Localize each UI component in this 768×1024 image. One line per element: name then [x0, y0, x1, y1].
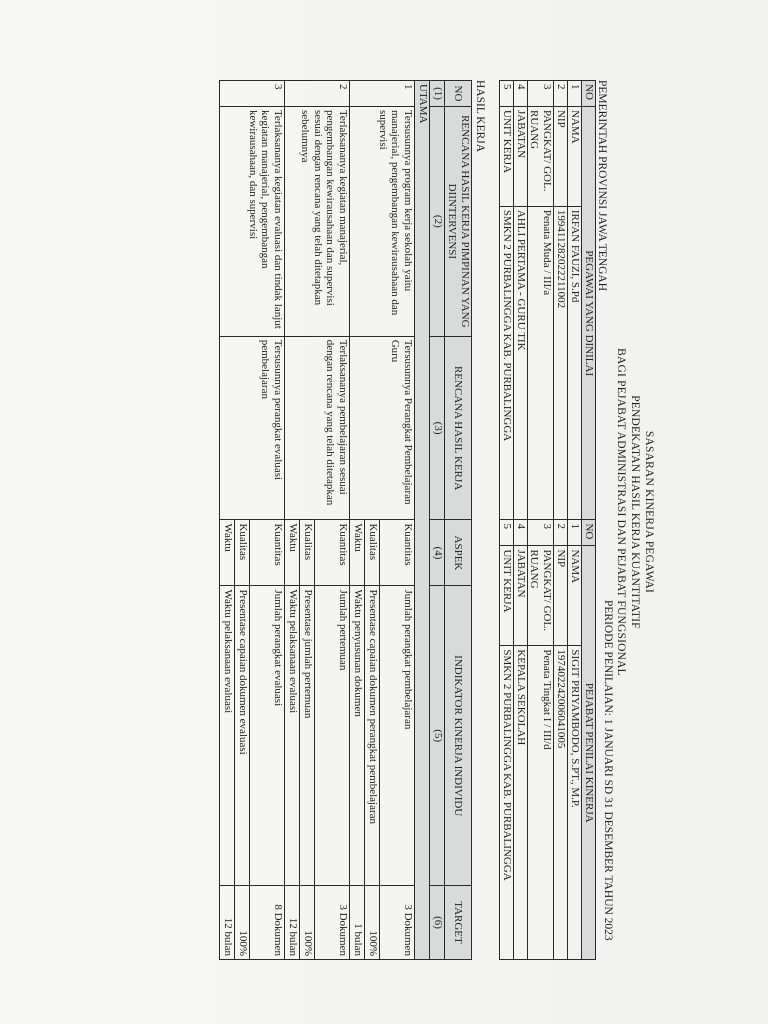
target-cell: 1 bulan: [350, 886, 365, 960]
table-row: [380, 81, 415, 960]
section-row: [415, 81, 430, 960]
table-row: [250, 81, 285, 960]
target-cell: 12 bulan: [285, 886, 300, 960]
aspect-cell: Kualitas: [300, 520, 315, 586]
col-number: (3): [430, 336, 445, 520]
field-label: JABATAN: [513, 106, 527, 206]
employee-row: [568, 81, 582, 960]
col-indicator: INDIKATOR KINERJA INDIVIDU: [445, 586, 472, 886]
plan-cell: Terlaksananya pembelajaran sesuai dengan rencana yang telah ditetapkan: [285, 336, 350, 520]
aspect-cell: Kuantitas: [380, 520, 415, 586]
assessor-value: SMKN 2 PURBALINGGA KAB. PURBALINGGA: [499, 646, 513, 960]
section-label: UTAMA: [415, 81, 430, 960]
col-aspect: ASPEK: [445, 520, 472, 586]
row-no: 2: [554, 81, 568, 107]
no-header: NO: [582, 81, 596, 107]
col-no: NO: [445, 81, 472, 107]
leader-plan-cell: Terlaksananya kegiatan manajerial, pengembangan kewirausahaan dan supervisi sesuai dengan rencana yang telah ditetapkan sebelumnya: [285, 106, 350, 336]
target-cell: 100%: [300, 886, 315, 960]
plan-cell: Tersusunnya perangkat evaluasi pembelajaran: [220, 336, 285, 520]
table-row: [315, 81, 350, 960]
aspect-cell: Kualitas: [365, 520, 380, 586]
col-leader-plan: RENCANA HASIL KERJA PIMPINAN YANG DIINTERVENSI: [445, 106, 472, 336]
aspect-cell: Waktu: [285, 520, 300, 586]
assessed-value: SMKN 2 PURBALINGGA KAB. PURBALINGGA: [499, 206, 513, 520]
assessor-value: 197402242006041005: [554, 646, 568, 960]
assessor-heading: PEJABAT PENILAI KINERJA: [582, 546, 596, 960]
work-results-header: [445, 81, 472, 960]
target-cell: 100%: [235, 886, 250, 960]
employee-row: [554, 81, 568, 960]
employee-table-header: [582, 81, 596, 960]
work-results-table: [219, 80, 472, 960]
employee-table: [499, 80, 596, 960]
row-no: 5: [499, 81, 513, 107]
aspect-cell: Kualitas: [235, 520, 250, 586]
col-number: (6): [430, 886, 445, 960]
field-label: UNIT KERJA: [499, 546, 513, 646]
row-no: 3: [527, 520, 553, 546]
assessor-value: Penata Tingkat I / III/d: [527, 646, 553, 960]
indicator-cell: Jumlah pertemuan: [315, 586, 350, 886]
hasil-kerja-label: HASIL KERJA: [474, 80, 486, 153]
row-no: 1: [568, 81, 582, 107]
field-label: NAMA: [568, 106, 582, 206]
field-label: NIP: [554, 546, 568, 646]
col-plan: RENCANA HASIL KERJA: [445, 336, 472, 520]
assessed-value: Penata Muda / III/a: [527, 206, 553, 520]
field-label: PANGKAT/ GOL. RUANG: [527, 546, 553, 646]
indicator-cell: Waktu penyusunan dokumen: [350, 586, 365, 886]
indicator-cell: Waktu pelaksanaan evaluasi: [285, 586, 300, 886]
row-no: 2: [554, 520, 568, 546]
aspect-cell: Kuantitas: [250, 520, 285, 586]
field-label: NAMA: [568, 546, 582, 646]
leader-plan-cell: Tersusunnya program kerja sekolah yaitu manajerial, pengembangan kewirausahaan dan supervisi: [350, 106, 415, 336]
province-label: PEMERINTAH PROVINSI JAWA TENGAH: [596, 80, 608, 292]
target-cell: 12 bulan: [220, 886, 235, 960]
assessed-value: 199411282022211002: [554, 206, 568, 520]
row-no: 3: [527, 81, 553, 107]
assessor-value: SIGIT PRIYAMBODO, S.PT., M.P.: [568, 646, 582, 960]
assessed-value: IRFAN FAUZI, S.Pd: [568, 206, 582, 520]
item-no: 3: [220, 81, 285, 107]
col-target: TARGET: [445, 886, 472, 960]
col-number: (2): [430, 106, 445, 336]
leader-plan-cell: Terlaksananya kegiatan evaluasi dan tindak lanjut kegiatan manajerial, pengembangan kewirausahaan, dan supervisi: [220, 106, 285, 336]
field-label: NIP: [554, 106, 568, 206]
indicator-cell: Waktu pelaksanaan evaluasi: [220, 586, 235, 886]
doc-title: SASARAN KINERJA PEGAWAI: [643, 430, 655, 594]
indicator-cell: Presentase capaian dokumen evaluasi: [235, 586, 250, 886]
col-number: (4): [430, 520, 445, 586]
plan-cell: Tersusunnya Perangkat Pembelajaran Guru: [350, 336, 415, 520]
target-cell: 100%: [365, 886, 380, 960]
aspect-cell: Kuantitas: [315, 520, 350, 586]
indicator-cell: Jumlah perangkat evaluasi: [250, 586, 285, 886]
doc-subtitle-2: BAGI PEJABAT ADMINISTRASI DAN PEJABAT FUNGSIONAL: [615, 348, 627, 676]
field-label: PANGKAT/ GOL. RUANG: [527, 106, 553, 206]
employee-row: [527, 81, 553, 960]
aspect-cell: Waktu: [220, 520, 235, 586]
period-label: PERIODE PENILAIAN: 1 JANUARI SD 31 DESEMBER TAHUN 2023: [602, 600, 614, 941]
item-no: 1: [350, 81, 415, 107]
item-no: 2: [285, 81, 350, 107]
doc-subtitle: PENDEKATAN HASIL KERJA KUANTITATIF: [629, 395, 641, 629]
column-numbers: [430, 81, 445, 960]
col-number: (1): [430, 81, 445, 107]
assessed-value: AHLI PERTAMA - GURU TIK: [513, 206, 527, 520]
target-cell: 3 Dokumen: [315, 886, 350, 960]
indicator-cell: Presentase jumlah pertemuan: [300, 586, 315, 886]
indicator-cell: Jumlah perangkat pembelajaran: [380, 586, 415, 886]
assessor-value: KEPALA SEKOLAH: [513, 646, 527, 960]
row-no: 1: [568, 520, 582, 546]
no-header: NO: [582, 520, 596, 546]
assessed-employee-heading: PEGAWAI YANG DINILAI: [582, 106, 596, 519]
aspect-cell: Waktu: [350, 520, 365, 586]
field-label: UNIT KERJA: [499, 106, 513, 206]
employee-row: [499, 81, 513, 960]
target-cell: 8 Dokumen: [250, 886, 285, 960]
indicator-cell: Presentase capaian dokumen perangkat pembelajaran: [365, 586, 380, 886]
target-cell: 3 Dokumen: [380, 886, 415, 960]
row-no: 5: [499, 520, 513, 546]
row-no: 4: [513, 81, 527, 107]
row-no: 4: [513, 520, 527, 546]
employee-row: [513, 81, 527, 960]
col-number: (5): [430, 586, 445, 886]
field-label: JABATAN: [513, 546, 527, 646]
